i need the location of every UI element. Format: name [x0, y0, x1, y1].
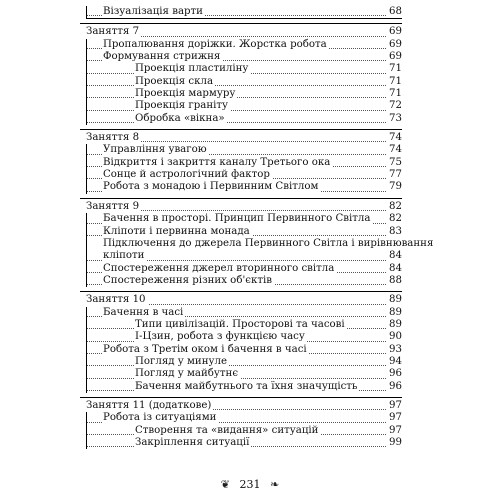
toc-entry-title: Спостереження різних об'єктів	[103, 274, 272, 286]
toc-entry-page: 71	[389, 75, 402, 87]
toc-entry	[87, 437, 402, 449]
toc-entry	[87, 76, 402, 88]
toc-entry	[87, 250, 402, 262]
toc-entry	[87, 100, 402, 112]
toc-entry-page: 89	[389, 294, 402, 306]
toc-sections	[80, 23, 434, 449]
toc-entry-title: І-Цзин, робота з функцією часу	[135, 331, 305, 343]
toc-entry-page: 75	[389, 156, 402, 168]
toc-entry	[87, 63, 402, 75]
toc-entry-page: 82	[389, 213, 402, 225]
toc-entry-page: 83	[389, 225, 402, 237]
toc-entry-title: Проекція мармуру	[135, 88, 236, 100]
toc-entry-page: 74	[389, 144, 402, 156]
toc-entry-title: Заняття 8	[86, 132, 140, 144]
toc-entry	[87, 157, 402, 169]
toc-section	[80, 397, 402, 449]
toc-entry-title: Пропалювання доріжки. Жорстка робота	[103, 38, 327, 50]
toc-entry-page: 96	[389, 368, 402, 380]
toc-entry-title: Типи цивілізацій. Просторові та часові	[135, 318, 345, 330]
toc-entry-page: 73	[389, 112, 402, 124]
toc-entry-page: 74	[389, 132, 402, 144]
toc-entry-title: Робота з Третім оком і бачення в часі	[103, 343, 307, 355]
toc-entry-title: Заняття 7	[86, 26, 140, 38]
page-number: 231	[239, 478, 261, 491]
toc-entry-title: Робота з монадою і Первинним Світлом	[103, 181, 319, 193]
toc-entry-page: 89	[389, 306, 402, 318]
toc-section-heading	[80, 294, 402, 306]
toc-entry-page: 88	[389, 274, 402, 286]
toc-entry-page: 94	[389, 355, 402, 367]
toc-entry	[87, 319, 402, 331]
toc-entry	[87, 113, 402, 125]
toc-section-body	[86, 144, 402, 193]
toc-entry	[87, 344, 402, 356]
toc-entry-title: Бачення в часі	[103, 306, 184, 318]
toc-section	[80, 198, 434, 287]
toc-entry	[87, 331, 402, 343]
toc-entry-title: Заняття 11 (додаткове)	[86, 399, 212, 411]
toc-entry	[87, 226, 402, 238]
toc-section-heading	[80, 26, 402, 38]
toc-entry-title: Кліпоти і первинна монада	[103, 225, 250, 237]
table-of-contents	[80, 6, 434, 449]
toc-section-heading	[80, 400, 402, 412]
toc-entry-title: Бачення в просторі. Принцип Первинного Світла	[103, 213, 371, 225]
toc-entry-title: Створення та «видання» ситуацій	[135, 424, 319, 436]
toc-entry-page: 93	[389, 343, 402, 355]
toc-entry	[87, 237, 434, 250]
toc-entry-title: Управління увагою	[103, 144, 207, 156]
toc-entry-page: 69	[389, 51, 402, 63]
toc-entry-title: Підключення до джерела Первинного Світла і вирівнювання	[103, 237, 434, 249]
toc-section-heading	[80, 201, 402, 213]
toc-entry-page: 79	[389, 181, 402, 193]
toc-entry	[87, 169, 402, 181]
toc-section	[80, 129, 402, 194]
toc-entry-title: Обробка «вікна»	[135, 112, 225, 124]
toc-entry-title: Сонце й астрологічний фактор	[103, 169, 270, 181]
toc-section-body	[86, 307, 402, 393]
toc-entry-page: 96	[389, 380, 402, 392]
toc-entry	[87, 51, 402, 63]
toc-entry-page: 72	[389, 100, 402, 112]
toc-section-body	[86, 213, 434, 287]
toc-section-heading	[80, 132, 402, 144]
toc-entry	[87, 412, 402, 424]
toc-section	[80, 23, 402, 125]
toc-entry	[87, 181, 402, 193]
toc-entry-title: Робота із ситуаціями	[103, 412, 217, 424]
toc-entry-page: 82	[389, 200, 402, 212]
toc-entry-page: 90	[389, 331, 402, 343]
toc-entry-page: 89	[389, 318, 402, 330]
toc-entry-title: Проекція пластиліну	[135, 63, 249, 75]
toc-entry-title: Погляд у майбутнє	[135, 368, 239, 380]
toc-entry-title: кліпоти	[103, 250, 145, 262]
toc-entry-title: Проекція скла	[135, 75, 214, 87]
toc-section-body	[86, 39, 402, 125]
toc-section	[80, 291, 402, 393]
toc-entry-page: 77	[389, 169, 402, 181]
toc-entry-title: Погляд у минуле	[135, 355, 227, 367]
toc-entry-page: 69	[389, 38, 402, 50]
left-ornament-icon: ❦	[220, 478, 230, 491]
toc-entry-page: 84	[389, 250, 402, 262]
toc-entry	[87, 307, 402, 319]
toc-entry-title: Закріплення ситуації	[135, 437, 250, 448]
toc-entry	[87, 425, 402, 437]
toc-entry	[87, 368, 402, 380]
toc-entry-title: Спостереження джерел вторинного світла	[103, 262, 335, 274]
toc-entry-title: Відкриття і закриття каналу Третього ока	[103, 156, 331, 168]
toc-section-body	[86, 6, 402, 19]
toc-entry-title: Формування стрижня	[103, 51, 221, 63]
toc-entry	[87, 144, 402, 156]
toc-entry	[87, 275, 402, 287]
toc-entry-page: 97	[389, 399, 402, 411]
toc-entry-page: 97	[389, 412, 402, 424]
toc-section-body	[86, 412, 402, 449]
toc-entry-page: 68	[389, 6, 402, 17]
right-ornament-icon: ❧	[270, 478, 280, 491]
toc-entry-page: 71	[389, 88, 402, 100]
toc-entry	[87, 88, 402, 100]
toc-entry-title: Заняття 9	[86, 200, 140, 212]
toc-entry-title: Візуалізація варти	[103, 6, 203, 17]
toc-entry	[87, 356, 402, 368]
toc-entry-page: 99	[389, 437, 402, 448]
toc-entry-page: 97	[389, 424, 402, 436]
toc-entry-page: 69	[389, 26, 402, 38]
toc-entry	[87, 6, 402, 18]
toc-entry	[87, 213, 402, 225]
toc-entry	[87, 381, 402, 393]
toc-entry-title: Проекція граніту	[135, 100, 229, 112]
toc-entry-title: Бачення майбутнього та їхня значущість	[135, 380, 358, 392]
toc-entry-title: Заняття 10	[86, 294, 146, 306]
toc-entry-page: 84	[389, 262, 402, 274]
page-footer	[0, 478, 500, 491]
toc-entry-page: 71	[389, 63, 402, 75]
toc-entry	[87, 263, 402, 275]
toc-section-previous	[80, 6, 402, 19]
toc-entry	[87, 39, 402, 51]
